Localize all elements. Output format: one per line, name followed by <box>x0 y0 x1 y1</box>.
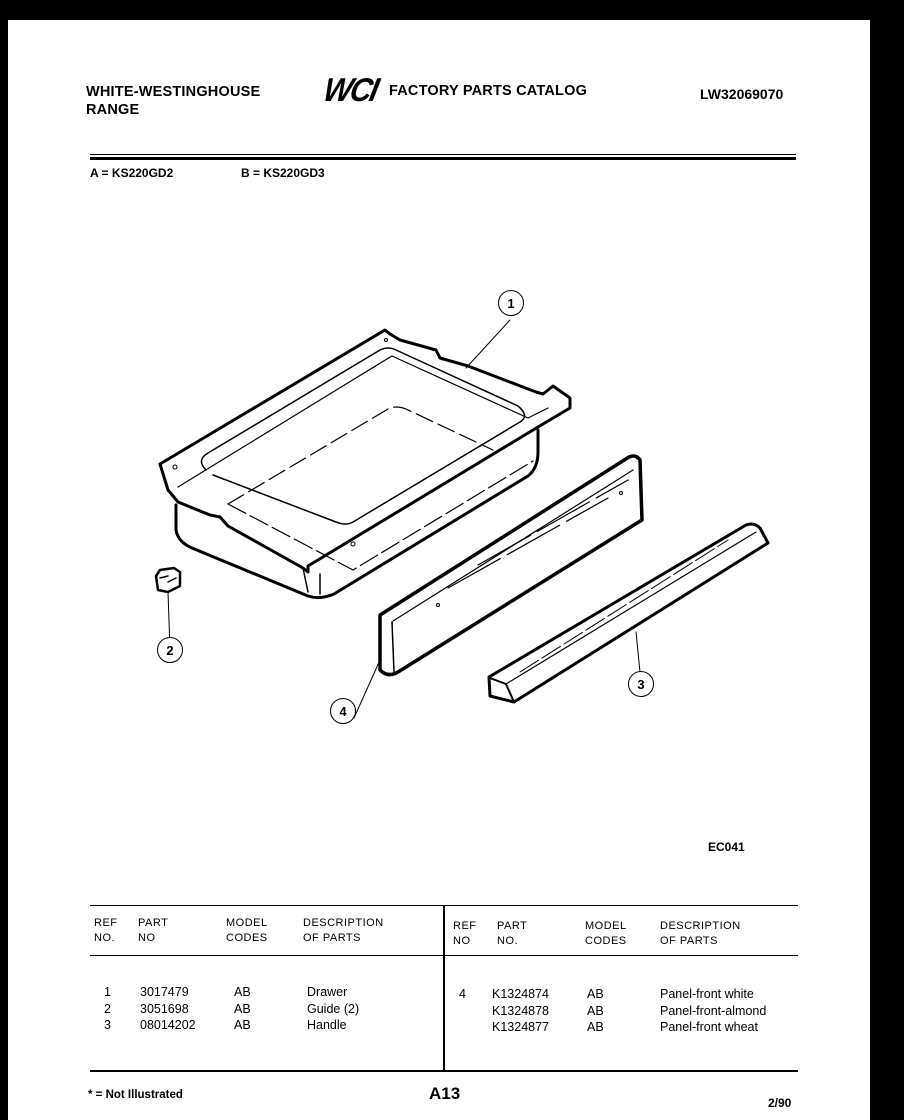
drawer-illustration <box>160 330 570 598</box>
left-ref-column <box>104 984 111 1034</box>
table-row-ref <box>459 1019 466 1036</box>
table-row-codes: AB <box>234 1018 251 1032</box>
wci-logo: WCI <box>320 72 381 109</box>
header-description: DESCRIPTION OF PARTS <box>303 917 384 944</box>
right-desc-column <box>660 986 766 1036</box>
header-part-no-right: PART NO. <box>497 920 528 947</box>
left-desc-column <box>307 984 359 1034</box>
right-codes-column <box>587 986 604 1036</box>
table-row-desc: Panel-front wheat <box>660 1020 758 1034</box>
callout-2: 2 <box>157 637 183 663</box>
table-row-codes: AB <box>587 1020 604 1034</box>
table-row-desc: Guide (2) <box>307 1001 360 1016</box>
table-row-desc: Drawer <box>307 985 348 999</box>
table-row-part: K1324877 <box>492 1020 550 1034</box>
table-bottom-border <box>90 1070 798 1072</box>
table-row-codes: AB <box>587 1003 604 1018</box>
handle-illustration <box>489 524 768 702</box>
model-b: B = KS220GD3 <box>241 166 325 180</box>
header-ref-no: REF NO. <box>94 917 118 944</box>
figure-code: EC041 <box>708 840 745 854</box>
table-row-desc: Panel-front-almond <box>660 1003 767 1018</box>
header-model-codes: MODEL CODES <box>226 917 268 944</box>
table-row-codes: AB <box>234 1001 251 1016</box>
table-row-desc: Panel-front white <box>660 987 754 1001</box>
table-row-ref: 4 <box>459 987 466 1001</box>
brand-name: WHITE-WESTINGHOUSE <box>86 84 261 100</box>
table-row-ref: 3 <box>104 1018 111 1032</box>
header-part-no: PART NO <box>138 917 169 944</box>
table-row-part: K1324874 <box>492 987 550 1001</box>
page-number: A13 <box>429 1084 461 1103</box>
callout-3: 3 <box>628 671 654 697</box>
catalog-title: FACTORY PARTS CATALOG <box>389 83 588 99</box>
left-codes-column <box>234 984 251 1034</box>
table-row-codes: AB <box>587 987 604 1001</box>
table-row-part: 3051698 <box>140 1001 189 1016</box>
right-part-column <box>492 986 549 1036</box>
header-model-codes-right: MODEL CODES <box>585 920 627 947</box>
not-illustrated-note: * = Not Illustrated <box>88 1089 183 1101</box>
left-part-column <box>140 984 196 1034</box>
header-description-right: DESCRIPTION OF PARTS <box>660 920 741 947</box>
right-ref-column <box>459 986 466 1036</box>
table-row-ref: 2 <box>104 1001 111 1016</box>
header-ref-no-right: REF NO <box>453 920 477 947</box>
table-row-part: 3017479 <box>140 985 189 999</box>
scan-margin <box>904 0 912 1120</box>
table-row-desc: Handle <box>307 1018 347 1032</box>
table-row-codes: AB <box>234 985 251 999</box>
product-type: RANGE <box>86 102 140 118</box>
model-a: A = KS220GD2 <box>90 166 174 180</box>
table-column-divider <box>443 905 445 1072</box>
catalog-page <box>8 20 870 1120</box>
table-row-ref <box>459 1003 466 1020</box>
table-row-ref: 1 <box>104 985 111 999</box>
table-row-part: 08014202 <box>140 1018 196 1032</box>
callout-1: 1 <box>498 290 524 316</box>
catalog-number: LW32069070 <box>700 86 784 102</box>
revision-date: 2/90 <box>768 1096 792 1110</box>
callout-4: 4 <box>330 698 356 724</box>
table-row-part: K1324878 <box>492 1003 550 1018</box>
